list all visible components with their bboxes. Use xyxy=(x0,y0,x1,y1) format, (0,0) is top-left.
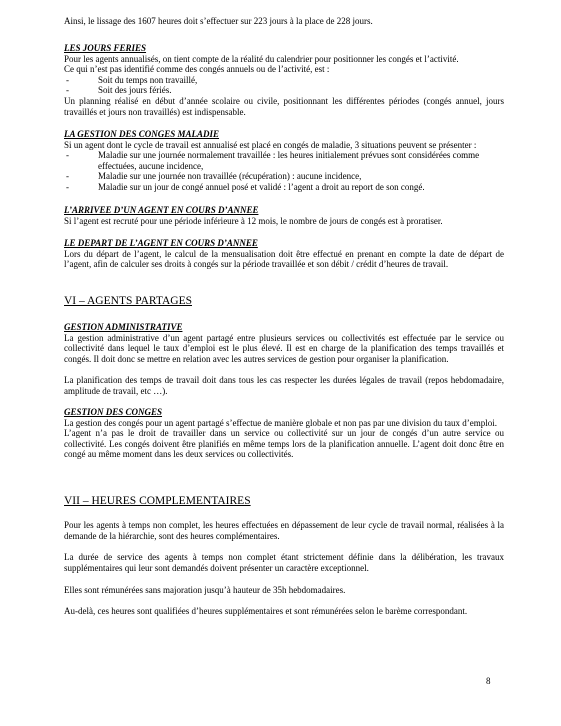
section-vi-title: VI – AGENTS PARTAGES xyxy=(64,295,192,307)
conges-maladie-list xyxy=(64,150,504,192)
gestion-conges-section xyxy=(64,407,504,460)
gestion-conges-paragraph-2: L’agent n’a pas le droit de travailler dans un service ou collectivité sur un jour de congés d’un autre service ou collectivité. Les congés doivent être planifiés en même temps lors de la planification annuelle. L’agent doit donc être en congé au même moment dans les deux services ou collectivités. xyxy=(64,428,504,460)
gestion-administrative-paragraph-1: La gestion administrative d’un agent partagé entre plusieurs services ou collectivités est effectuée par le service ou collectivité dans lequel le taux d’emploi est le plus élevé. Il est en charge de la planification des temps travaillés et congés. Il doit donc se mettre en relation avec les autres services de gestion pour organiser la planification. xyxy=(64,332,504,364)
section-vii-title: VII – HEURES COMPLEMENTAIRES xyxy=(64,495,251,507)
list-item: - Soit des jours fériés. xyxy=(64,85,504,96)
gestion-administrative-heading: GESTION ADMINISTRATIVE xyxy=(64,322,183,332)
conges-maladie-section xyxy=(64,129,504,193)
gestion-conges-paragraph-1: La gestion des congés pour un agent partagé s’effectue de manière globale et non pas par une division du taux d’emploi. xyxy=(64,417,497,428)
arrivee-paragraph: Si l’agent est recruté pour une période inférieure à 12 mois, le nombre de jours de congés est à proratiser. xyxy=(64,215,443,226)
conges-maladie-heading: LA GESTION DES CONGES MALADIE xyxy=(64,129,220,139)
jours-feries-heading: LES JOURS FERIES xyxy=(64,43,147,53)
jours-feries-section xyxy=(64,43,504,117)
heures-complementaires-paragraph-1: Pour les agents à temps non complet, les heures effectuées en dépassement de leur cycle de travail normal, réalisées à la demande de la hiérarchie, sont des heures complémentaires. xyxy=(64,520,504,541)
depart-heading: LE DEPART DE L’AGENT EN COURS D’ANNEE xyxy=(64,238,258,248)
arrivee-section xyxy=(64,205,504,226)
list-item: - Maladie sur une journée normalement travaillée : les heures initialement prévues sont considérées comme effectuées, aucune incidence, xyxy=(64,150,504,171)
heures-complementaires-paragraph-2: La durée de service des agents à temps non complet étant strictement définie dans la délibération, les travaux supplémentaires qui leur sont demandés doivent présenter un caractère exceptionnel. xyxy=(64,552,504,573)
heures-complementaires-paragraph-3: Elles sont rémunérées sans majoration jusqu’à hauteur de 35h hebdomadaires. xyxy=(64,585,346,595)
jours-feries-list xyxy=(64,75,504,96)
lissage-paragraph: Ainsi, le lissage des 1607 heures doit s’effectuer sur 223 jours à la place de 228 jours. xyxy=(64,16,373,26)
list-item: - Maladie sur une journée non travaillée (récupération) : aucune incidence, xyxy=(64,171,504,182)
list-item: - Soit du temps non travaillé, xyxy=(64,75,504,86)
depart-section xyxy=(64,238,504,270)
gestion-administrative-section xyxy=(64,322,504,364)
depart-paragraph: Lors du départ de l’agent, le calcul de la mensualisation doit être effectué en prenant en compte la date de départ de l’agent, afin de calculer ses droits à congés sur la période travaillée et son débit / crédit d’heures de travail. xyxy=(64,248,504,270)
gestion-conges-heading: GESTION DES CONGES xyxy=(64,407,163,417)
jours-feries-paragraph-2: Ce qui n’est pas identifié comme des congés annuels ou de l’activité, est : xyxy=(64,64,330,75)
jours-feries-paragraph-3: Un planning réalisé en début d’année scolaire ou civile, positionnant les différentes périodes (congés annuel, jours travaillés et jours non travaillés) est indispensable. xyxy=(64,95,504,117)
page-number: 8 xyxy=(486,676,491,686)
list-item: - Maladie sur un jour de congé annuel posé et validé : l’agent a droit au report de son congé. xyxy=(64,182,504,193)
conges-maladie-paragraph: Si un agent dont le cycle de travail est annualisé est placé en congés de maladie, 3 situations peuvent se présenter : xyxy=(64,139,477,150)
heures-complementaires-paragraph-4: Au-delà, ces heures sont qualifiées d’heures supplémentaires et sont rémunérées selon le barème correspondant. xyxy=(64,606,468,616)
arrivee-heading: L’ARRIVEE D’UN AGENT EN COURS D’ANNEE xyxy=(64,205,259,215)
jours-feries-paragraph-1: Pour les agents annualisés, on tient compte de la réalité du calendrier pour positionner les congés et l’activité. xyxy=(64,53,459,64)
gestion-administrative-paragraph-2: La planification des temps de travail doit dans tous les cas respecter les durées légales de travail (repos hebdomadaire, amplitude de travail, etc …). xyxy=(64,375,504,396)
